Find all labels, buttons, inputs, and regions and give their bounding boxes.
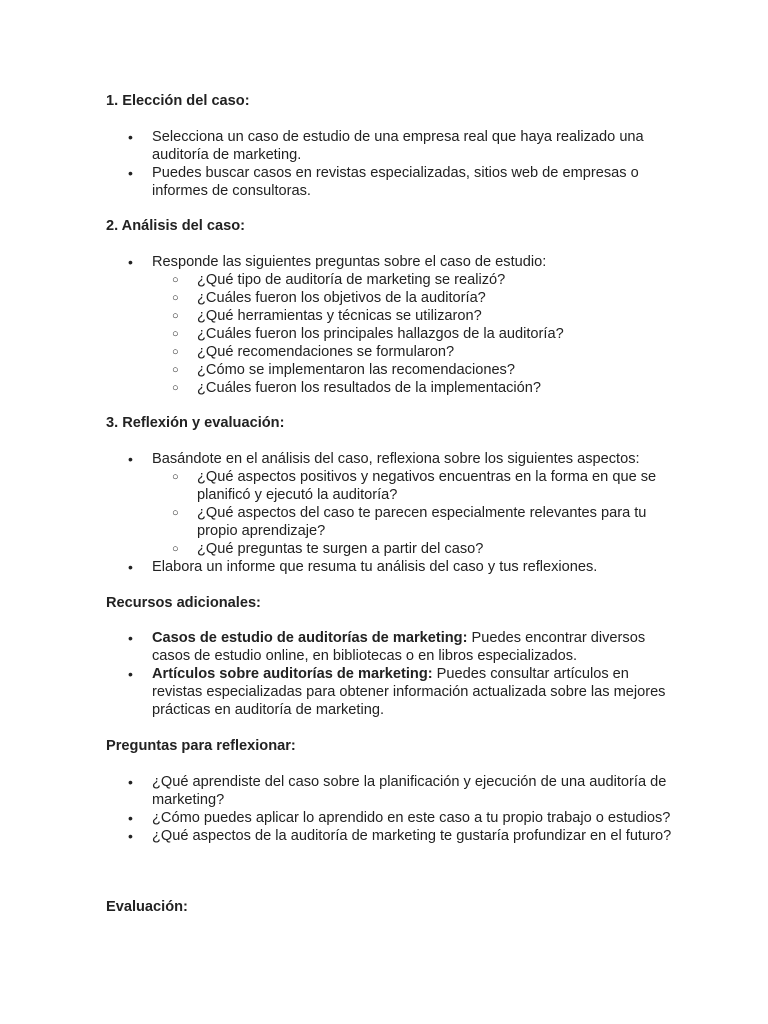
reflection-list	[0, 773, 768, 845]
section-2-heading: 2. Análisis del caso:	[106, 218, 245, 234]
question-item: ○ ¿Cuáles fueron los objetivos de la auditoría?	[152, 289, 677, 307]
question-item: ○ ¿Qué tipo de auditoría de marketing se realizó?	[152, 271, 677, 289]
section-2-questions	[152, 271, 672, 397]
section-3-heading: 3. Reflexión y evaluación:	[106, 415, 285, 431]
section-3-intro: Basándote en el análisis del caso, reflexiona sobre los siguientes aspectos:	[152, 451, 640, 467]
section-1-list	[0, 128, 768, 200]
question-item: ○ ¿Qué preguntas te surgen a partir del caso?	[152, 540, 677, 558]
section-3-questions	[152, 468, 672, 558]
resource-text: Puedes consultar artículos en revistas especializadas para obtener información actualizada sobre las mejores prácticas en auditoría de marketing.	[152, 666, 666, 718]
list-item	[0, 450, 672, 558]
section-3-list	[0, 450, 768, 576]
resource-item	[0, 629, 672, 665]
reflection-heading: Preguntas para reflexionar:	[106, 738, 296, 754]
list-item: • Puedes buscar casos en revistas especializadas, sitios web de empresas o informes de consultoras.	[0, 164, 672, 200]
question-item: ○ ¿Cuáles fueron los principales hallazgos de la auditoría?	[152, 325, 677, 343]
question-item: ○ ¿Cómo se implementaron las recomendaciones?	[152, 361, 677, 379]
resource-item	[0, 665, 672, 719]
question-item: ○ ¿Qué recomendaciones se formularon?	[152, 343, 677, 361]
list-item: • ¿Qué aspectos de la auditoría de marketing te gustaría profundizar en el futuro?	[0, 827, 672, 845]
question-item: ○ ¿Qué aspectos positivos y negativos encuentras en la forma en que se planificó y ejecutó la auditoría?	[152, 468, 677, 504]
resources-list	[0, 629, 768, 719]
resource-title: Casos de estudio de auditorías de marketing:	[152, 630, 468, 646]
section-2-list	[0, 253, 768, 397]
list-item: • ¿Cómo puedes aplicar lo aprendido en este caso a tu propio trabajo o estudios?	[0, 809, 672, 827]
resource-text: Puedes encontrar diversos casos de estudio online, en bibliotecas o en libros especializados.	[152, 630, 646, 664]
list-item	[0, 253, 672, 397]
resource-title: Artículos sobre auditorías de marketing:	[152, 666, 433, 682]
question-item: ○ ¿Qué herramientas y técnicas se utilizaron?	[152, 307, 677, 325]
section-1-heading: 1. Elección del caso:	[106, 93, 250, 109]
evaluation-heading: Evaluación:	[106, 899, 188, 915]
list-item: • Elabora un informe que resuma tu análisis del caso y tus reflexiones.	[0, 558, 672, 576]
resources-heading: Recursos adicionales:	[106, 595, 261, 611]
list-item: • Selecciona un caso de estudio de una empresa real que haya realizado una auditoría de marketing.	[0, 128, 672, 164]
question-item: ○ ¿Cuáles fueron los resultados de la implementación?	[152, 379, 677, 397]
question-item: ○ ¿Qué aspectos del caso te parecen especialmente relevantes para tu propio aprendizaje?	[152, 504, 677, 540]
list-item: • ¿Qué aprendiste del caso sobre la planificación y ejecución de una auditoría de marketing?	[0, 773, 672, 809]
section-2-intro: Responde las siguientes preguntas sobre el caso de estudio:	[152, 254, 547, 270]
